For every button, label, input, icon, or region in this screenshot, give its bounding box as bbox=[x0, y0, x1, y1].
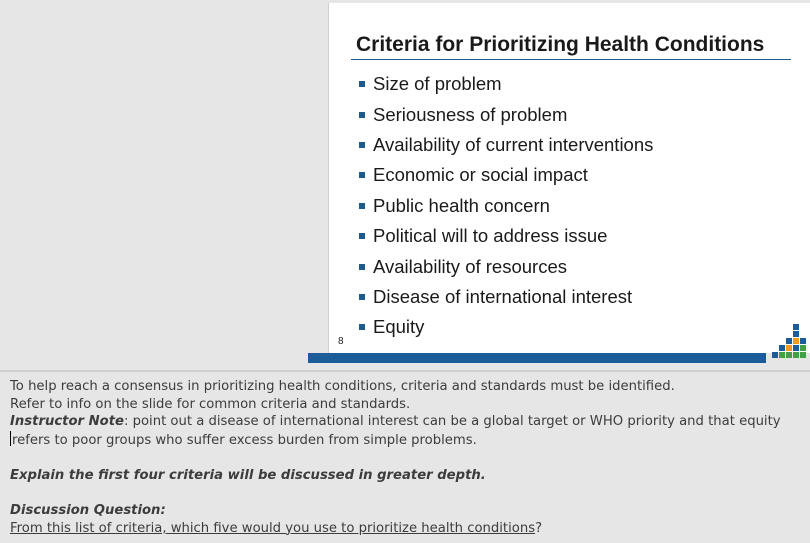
text-cursor bbox=[10, 431, 11, 446]
slide-canvas[interactable] bbox=[328, 3, 810, 353]
bullet-list[interactable] bbox=[359, 69, 653, 343]
notes-line: Refer to info on the slide for common criteria and standards. bbox=[10, 396, 411, 412]
bullet-item: Size of problem bbox=[359, 69, 653, 99]
bullet-item: Public health concern bbox=[359, 191, 653, 221]
slide-footer-bar bbox=[308, 353, 766, 363]
discussion-label: Discussion Question: bbox=[10, 503, 166, 519]
notes-splitter[interactable] bbox=[0, 370, 810, 372]
square-bullet-icon bbox=[359, 142, 365, 148]
notes-line bbox=[10, 413, 800, 431]
instructor-note-text: : point out a disease of international interest can be a global target or WHO priority and that equity bbox=[123, 414, 781, 430]
bullet-item: Disease of international interest bbox=[359, 282, 653, 312]
logo-icon bbox=[768, 322, 808, 362]
square-bullet-icon bbox=[359, 233, 365, 239]
bullet-item: Seriousness of problem bbox=[359, 99, 653, 129]
discussion-question: From this list of criteria, which five would you use to prioritize health conditions? bbox=[10, 520, 543, 536]
slide-page-number: 8 bbox=[338, 336, 344, 347]
notes-line: To help reach a consensus in prioritizing health conditions, criteria and standards must be identified. bbox=[10, 379, 675, 394]
blank-line bbox=[10, 449, 800, 467]
square-bullet-icon bbox=[359, 81, 365, 87]
title-underline bbox=[351, 59, 791, 60]
instructor-note-label: Instructor Note bbox=[10, 414, 124, 430]
notes-emphasis: Explain the first four criteria will be discussed in greater depth. bbox=[10, 467, 486, 483]
bullet-item: Availability of resources bbox=[359, 251, 653, 281]
notes-line: refers to poor groups who suffer excess burden from simple problems. bbox=[12, 432, 477, 448]
speaker-notes-pane[interactable] bbox=[10, 378, 800, 537]
square-bullet-icon bbox=[359, 324, 365, 330]
square-bullet-icon bbox=[359, 294, 365, 300]
bullet-item: Equity bbox=[359, 312, 653, 342]
bullet-item: Economic or social impact bbox=[359, 160, 653, 190]
slide-title[interactable]: Criteria for Prioritizing Health Conditions bbox=[356, 33, 765, 56]
square-bullet-icon bbox=[359, 203, 365, 209]
square-bullet-icon bbox=[359, 112, 365, 118]
square-bullet-icon bbox=[359, 172, 365, 178]
bullet-item: Availability of current interventions bbox=[359, 130, 653, 160]
blank-line bbox=[10, 485, 800, 503]
bullet-item: Political will to address issue bbox=[359, 221, 653, 251]
square-bullet-icon bbox=[359, 264, 365, 270]
